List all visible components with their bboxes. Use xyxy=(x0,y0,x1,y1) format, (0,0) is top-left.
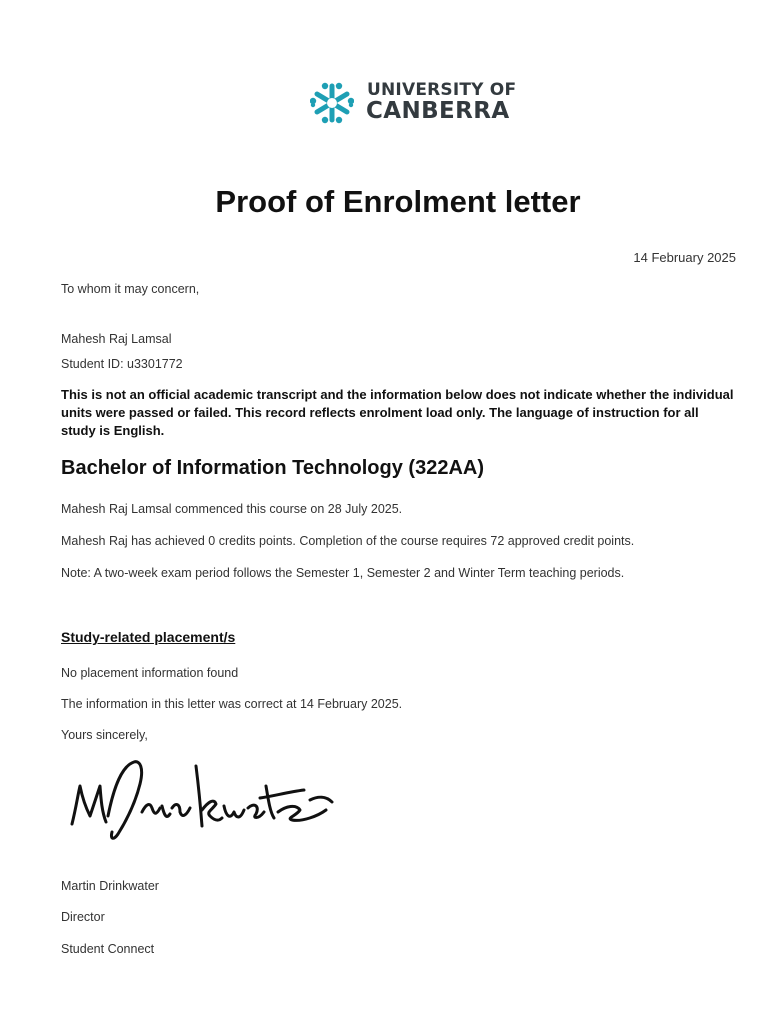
signatory-name: Martin Drinkwater xyxy=(61,879,159,893)
placement-info: No placement information found xyxy=(61,666,239,680)
correct-as-at: The information in this letter was correct at 14 February 2025. xyxy=(61,697,403,711)
student-id: Student ID: u3301772 xyxy=(61,357,183,371)
salutation: To whom it may concern, xyxy=(61,282,200,296)
course-credits: Mahesh Raj has achieved 0 credits points. Completion of the course requires 72 approved credit points. xyxy=(61,534,635,548)
course-commenced: Mahesh Raj Lamsal commenced this course on 28 July 2025. xyxy=(61,502,403,516)
disclaimer-text: This is not an official academic transcript and the information below does not indicate whether the individual units were passed or failed. This record reflects enrolment load only. The language of instruction for all study is English. xyxy=(61,387,734,438)
university-logo xyxy=(310,80,525,126)
page-title: Proof of Enrolment letter xyxy=(215,184,581,219)
signatory-role: Director xyxy=(61,910,105,924)
logo-text-line1: UNIVERSITY OF xyxy=(367,80,517,100)
student-name: Mahesh Raj Lamsal xyxy=(61,332,172,346)
signature-image xyxy=(64,756,344,852)
closing: Yours sincerely, xyxy=(61,728,148,742)
course-note: Note: A two-week exam period follows the Semester 1, Semester 2 and Winter Term teaching periods. xyxy=(61,566,625,580)
logo-text-line2: CANBERRA xyxy=(366,98,510,124)
university-emblem-icon xyxy=(310,81,354,125)
signatory-unit: Student Connect xyxy=(61,942,155,956)
course-heading: Bachelor of Information Technology (322AA) xyxy=(61,457,484,479)
letter-date: 14 February 2025 xyxy=(633,250,736,265)
placement-heading: Study-related placement/s xyxy=(61,629,236,645)
